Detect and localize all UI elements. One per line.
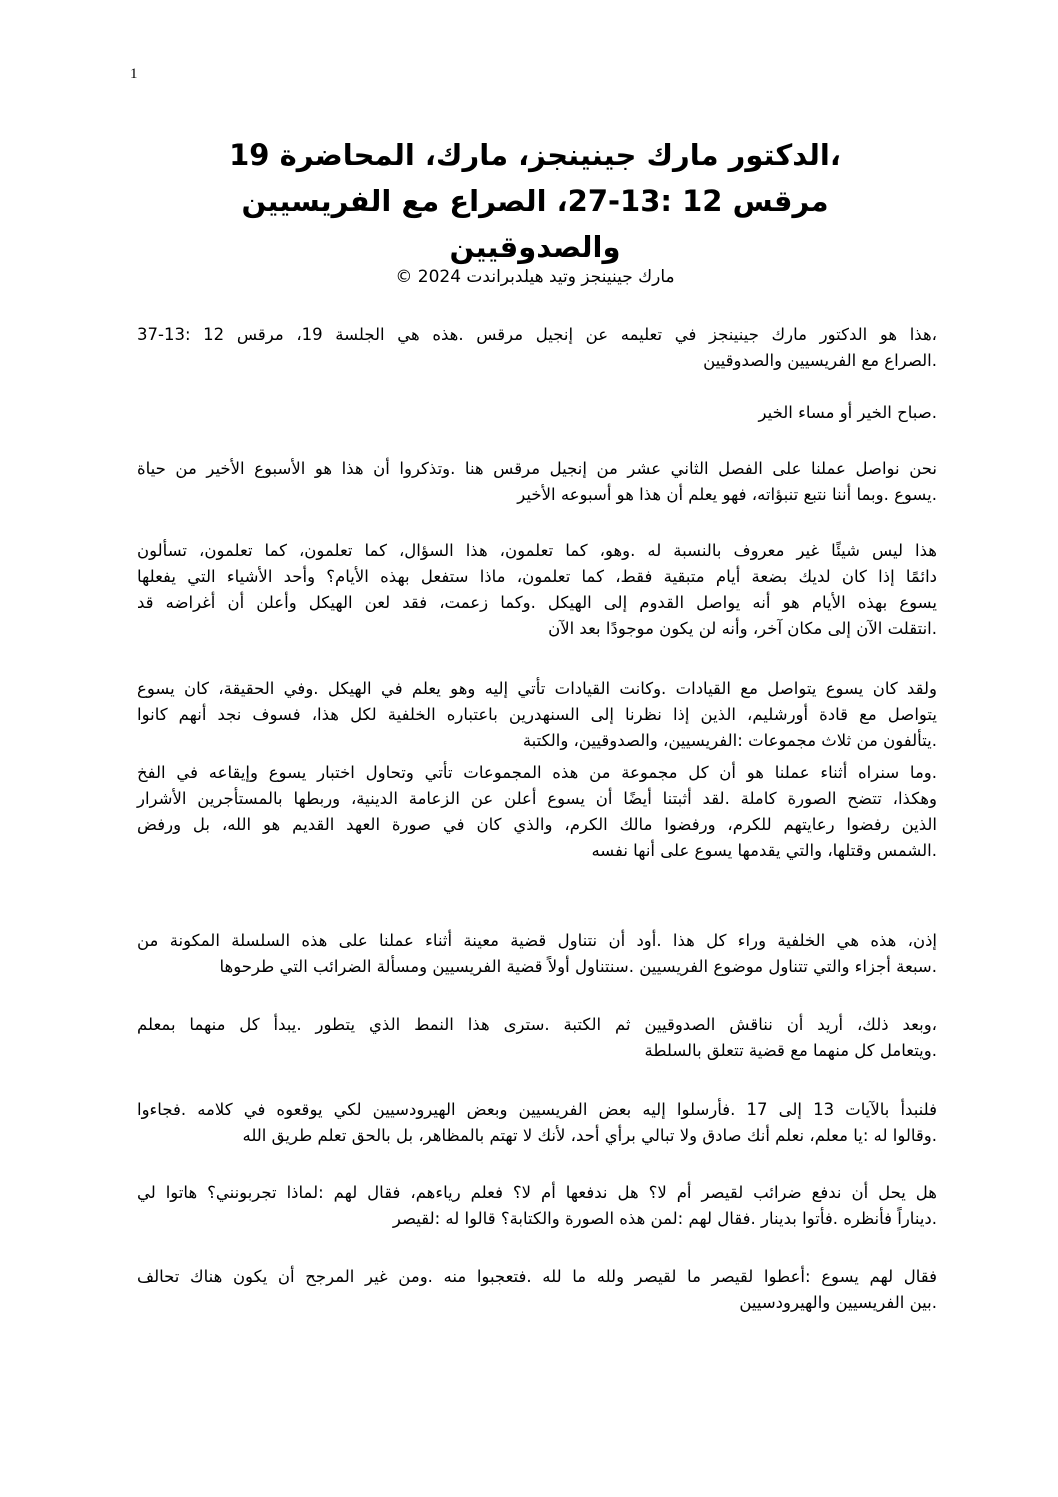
paragraph bbox=[137, 760, 937, 864]
paragraph-line: هل يحل أن ندفع ضرائب لقيصر أم لا؟ هل ندفعها أم لا؟ فعلم رياءهم، فقال لهم :لماذا تجربونني؟ هاتوا لي bbox=[137, 1183, 937, 1202]
paragraph-line: ولقد كان يسوع يتواصل مع القيادات .وكانت القيادات تأتي إليه وهو يعلم في الهيكل .وفي الحقيقة، كان يسوع bbox=[137, 679, 937, 698]
paragraph bbox=[137, 538, 937, 642]
paragraph-line: .صباح الخير أو مساء الخير bbox=[758, 403, 937, 422]
paragraph-line: ،وبعد ذلك، أريد أن نناقش الصدوقيين ثم الكتبة .سترى هذا النمط الذي يتطور .يبدأ كل منهما بمعلم bbox=[137, 1015, 937, 1034]
paragraph-line: إذن، هذه هي الخلفية وراء كل هذا .أود أن نتناول قضية معينة أثناء عملنا على هذه السلسلة المكونة من bbox=[137, 931, 937, 950]
paragraph-line: الذين رفضوا رعايتهم للكرم، ورفضوا مالك الكرم، والذي كان في صورة العهد القديم هو الله، بل ورفض bbox=[137, 815, 937, 834]
title-line: مرقس 12 :13-27، الصراع مع الفريسيين bbox=[241, 184, 829, 218]
title-line: ،الدكتور مارك جينينجز، مارك، المحاضرة 19 bbox=[229, 138, 841, 172]
document-title bbox=[150, 132, 920, 270]
paragraph-line: .يسوع .وبما أننا نتبع تنبؤاته، فهو يعلم أن هذا هو أسبوعه الأخير bbox=[517, 485, 937, 504]
paragraph-line: فقال لهم يسوع :أعطوا لقيصر ما لقيصر ولله ما لله .فتعجبوا منه .ومن غير المرجح أن يكون هناك تحالف bbox=[137, 1267, 937, 1286]
paragraph-line: يتواصل مع قادة أورشليم، الذين إذا نظرنا إلى السنهدرين باعتباره الخلفية لكل هذا، فسوف نجد أنهم كانوا bbox=[137, 705, 937, 724]
paragraph-line: .انتقلت الآن إلى مكان آخر، وأنه لن يكون موجودًا بعد الآن bbox=[548, 619, 937, 638]
paragraph-line: يسوع بهذه الأيام هو أنه يواصل القدوم إلى الهيكل .وكما زعمت، فقد لعن الهيكل وأعلن أن أغراضه قد bbox=[137, 593, 937, 612]
paragraph-line: نحن نواصل عملنا على الفصل الثاني عشر من إنجيل مرقس هنا .وتذكروا أن هذا هو الأسبوع الأخير من حياة bbox=[137, 459, 937, 478]
paragraph-line: .يتألفون من ثلاث مجموعات :الفريسيين، والصدوقيين، والكتبة bbox=[522, 731, 937, 750]
paragraph-line: هذا ليس شيئًا غير معروف بالنسبة له .وهو، كما تعلمون، هذا السؤال، كما تعلمون، كما تعلمون، تسألون bbox=[137, 541, 937, 560]
paragraph bbox=[137, 1180, 937, 1232]
paragraph bbox=[137, 676, 937, 754]
paragraph-line: .وقالوا له :يا معلم، نعلم أنك صادق ولا تبالي برأي أحد، لأنك لا تهتم بالمظاهر، بل بالحق تعلم طريق الله bbox=[242, 1126, 937, 1145]
title-line: والصدوقيين bbox=[449, 230, 621, 264]
page-number: 1 bbox=[130, 66, 138, 82]
paragraph-line: .سبعة أجزاء والتي تتناول موضوع الفريسيين .سنتناول أولاً قضية الفريسيين ومسألة الضرائب التي طرحوها bbox=[219, 957, 937, 976]
paragraph-line: وهكذا، تتضح الصورة كاملة .لقد أثبتنا أيضًا أن يسوع أعلن عن الزعامة الدينية، وربطها بالمستأجرين الأشرار bbox=[137, 789, 937, 808]
paragraph bbox=[137, 1012, 937, 1064]
paragraph-line: دائمًا إذا كان لديك بضعة أيام متبقية فقط، كما تعلمون، ماذا ستفعل بهذه الأيام؟ وأحد الأشياء التي يفعلها bbox=[137, 567, 937, 586]
paragraph-line: .ويتعامل كل منهما مع قضية تتعلق بالسلطة bbox=[644, 1041, 937, 1060]
paragraph bbox=[137, 1264, 937, 1316]
paragraph-line: .الصراع مع الفريسيين والصدوقيين bbox=[703, 351, 937, 370]
paragraph bbox=[137, 928, 937, 980]
paragraph-line: .ديناراً فأنظره .فأتوا بدينار .فقال لهم :لمن هذه الصورة والكتابة؟ قالوا له :لقيصر bbox=[392, 1209, 937, 1228]
paragraph bbox=[137, 1097, 937, 1149]
paragraph-line: .الشمس وقتلها، والتي يقدمها يسوع على أنها نفسه bbox=[591, 841, 937, 860]
copyright-line: مارك جينينجز وتيد هيلدبراندت 2024 © bbox=[395, 267, 675, 287]
paragraph-line: فلنبدأ بالآيات 13 إلى 17 .فأرسلوا إليه بعض الفريسيين وبعض الهيرودسيين لكي يوقعوه في كلامه .فجاءوا bbox=[137, 1100, 937, 1119]
paragraph-line: ،هذا هو الدكتور مارك جينينجز في تعليمه عن إنجيل مرقس .هذه هي الجلسة 19، مرقس 12 :13-37 bbox=[137, 325, 937, 344]
paragraph-line: .وما سنراه أثناء عملنا هو أن كل مجموعة من هذه المجموعات تأتي وتحاول اختبار يسوع وإيقاعه في الفخ bbox=[137, 763, 937, 782]
paragraph-line: .بين الفريسيين والهيرودسيين bbox=[739, 1293, 937, 1312]
paragraph bbox=[137, 322, 937, 374]
paragraph bbox=[137, 456, 937, 508]
paragraph bbox=[137, 400, 937, 426]
